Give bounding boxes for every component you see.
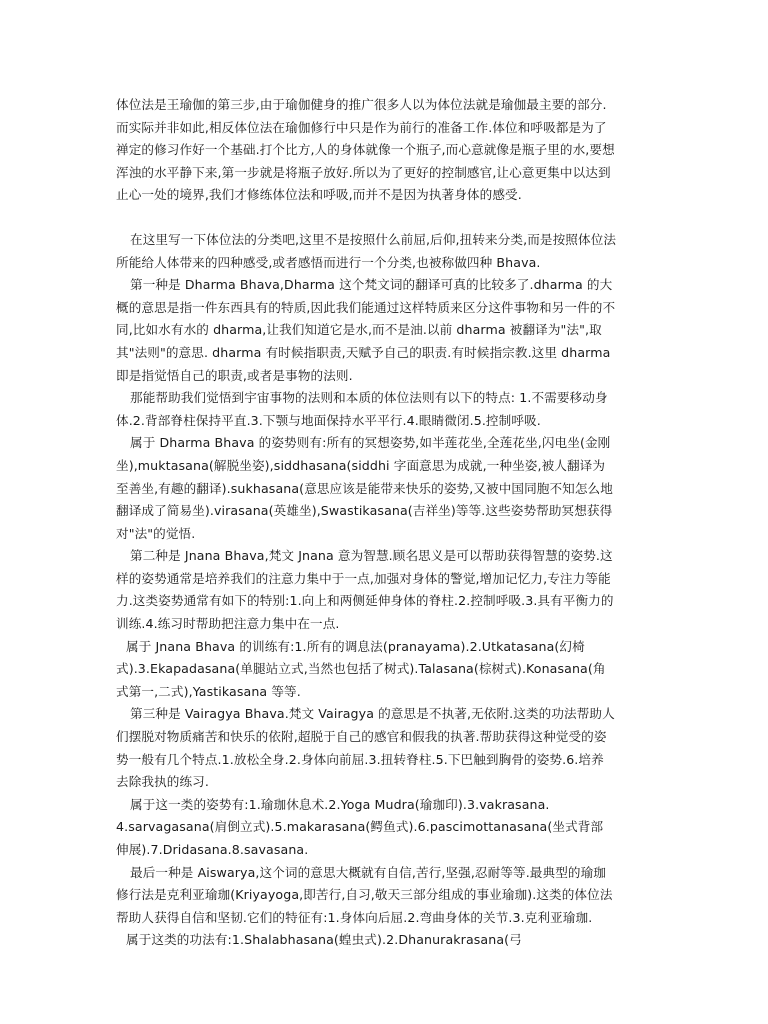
- text-line: 第一种是 Dharma Bhava,Dharma 这个梵文词的翻译可真的比较多了.dharma 的大: [130, 277, 613, 293]
- text-line: 去除我执的练习.: [116, 774, 209, 790]
- text-line: 体.2.背部脊柱保持平直.3.下颚与地面保持水平平行.4.眼睛微闭.5.控制呼吸.: [116, 412, 541, 428]
- text-line: 修行法是克利亚瑜珈(Kriyayoga,即苦行,自习,敬天三部分组成的事业瑜珈).这类的体位法: [116, 887, 613, 903]
- text-line: 所能给人体带来的四种感受,或者感悟而进行一个分类,也被称做四种 Bhava.: [116, 254, 541, 270]
- paragraph: [116, 929, 656, 952]
- text-line: 第三种是 Vairagya Bhava.梵文 Vairagya 的意思是不执著,无依附.这类的功法帮助人: [130, 706, 615, 722]
- text-line: 势一般有几个特点.1.放松全身.2.身体向前屈.3.扭转脊柱.5.下巴触到胸骨的姿势.6.培养: [116, 751, 604, 767]
- text-line: 止心一处的境界,我们才修练体位法和呼吸,而并不是因为执著身体的感受.: [116, 187, 522, 203]
- text-line: 浑浊的水平静下来,第一步就是将瓶子放好.所以为了更好的控制感官,让心意更集中以达到: [116, 164, 611, 180]
- paragraph: [116, 636, 656, 704]
- paragraph-gap: [116, 207, 656, 229]
- text-line: 对"法"的觉悟.: [116, 525, 196, 541]
- paragraph: [116, 387, 656, 432]
- text-line: 其"法则"的意思. dharma 有时候指职责,天赋予自己的职责.有时候指宗教.这里 dharma: [116, 344, 611, 360]
- text-line: 翻译成了简易坐).virasana(英雄坐),Swastikasana(吉祥坐)等等.这些姿势帮助冥想获得: [116, 503, 613, 519]
- text-line: 禅定的修习作好一个基础.打个比方,人的身体就像一个瓶子,而心意就像是瓶子里的水,要想: [116, 142, 615, 158]
- text-line: 训练.4.练习时帮助把注意力集中在一点.: [116, 616, 340, 632]
- paragraph: [116, 274, 656, 387]
- text-line: 即是指觉悟自己的职责,或者是事物的法则.: [116, 367, 353, 383]
- text-line: 而实际并非如此,相反体位法在瑜伽修行中只是作为前行的准备工作.体位和呼吸都是为了: [116, 119, 607, 135]
- text-line: 在这里写一下体位法的分类吧,这里不是按照什么前屈,后仰,扭转来分类,而是按照体位法: [130, 231, 617, 247]
- text-line: 坐),muktasana(解脱坐姿),siddhasana(siddhi 字面意思为成就,一种坐姿,被人翻译为: [116, 457, 606, 473]
- text-line: 属于这一类的姿势有:1.瑜珈休息术.2.Yoga Mudra(瑜珈印).3.vakrasana.: [130, 796, 550, 812]
- text-line: 那能帮助我们觉悟到宇宙事物的法则和本质的体位法则有以下的特点: 1.不需要移动身: [130, 390, 608, 406]
- paragraph: [116, 703, 656, 793]
- text-line: 式).3.Ekapadasana(单腿站立式,当然也包括了树式).Talasana(棕树式).Konasana(角: [116, 661, 606, 677]
- text-line: 第二种是 Jnana Bhava,梵文 Jnana 意为智慧.顾名思义是可以帮助获得智慧的姿势.这: [130, 548, 613, 564]
- paragraph: [116, 794, 656, 862]
- text-line: 4.sarvagasana(肩倒立式).5.makarasana(鳄鱼式).6.pascimottanasana(坐式背部: [116, 819, 604, 835]
- text-line: 们摆脱对物质痛苦和快乐的依附,超脱于自己的感官和假我的执著.帮助获得这种觉受的姿: [116, 729, 607, 745]
- text-line: 样的姿势通常是培养我们的注意力集中于一点,加强对身体的警觉,增加记忆力,专注力等能: [116, 570, 611, 586]
- text-line: 式第一,二式),Yastikasana 等等.: [116, 683, 301, 699]
- paragraph: [116, 862, 656, 930]
- text-line: 属于这类的功法有:1.Shalabhasana(蝗虫式).2.Dhanurakrasana(弓: [126, 932, 522, 948]
- text-line: 属于 Dharma Bhava 的姿势则有:所有的冥想姿势,如半莲花坐,全莲花坐,闪电坐(金刚: [130, 435, 611, 451]
- document-body: [116, 94, 656, 952]
- text-line: 至善坐,有趣的翻译).sukhasana(意思应该是能带来快乐的姿势,又被中国同胞不知怎么地: [116, 480, 613, 496]
- text-line: 伸展).7.Dridasana.8.savasana.: [116, 842, 309, 857]
- text-line: 概的意思是指一件东西具有的特质,因此我们能通过这样特质来区分这件事物和另一件的不: [116, 299, 616, 315]
- text-line: 帮助人获得自信和坚韧.它们的特征有:1.身体向后屈.2.弯曲身体的关节.3.克利亚瑜珈.: [116, 909, 593, 925]
- text-line: 最后一种是 Aiswarya,这个词的意思大概就有自信,苦行,坚强,忍耐等等.最典型的瑜珈: [130, 864, 606, 880]
- paragraph: [116, 229, 656, 274]
- text-line: 属于 Jnana Bhava 的训练有:1.所有的调息法(pranayama).2.Utkatasana(幻椅: [126, 638, 585, 654]
- text-line: 力.这类姿势通常有如下的特别:1.向上和两侧延伸身体的脊柱.2.控制呼吸.3.具有平衡力的: [116, 593, 614, 609]
- paragraph: [116, 94, 656, 207]
- text-line: 体位法是王瑜伽的第三步,由于瑜伽健身的推广很多人以为体位法就是瑜伽最主要的部分.: [116, 97, 607, 112]
- text-line: 同,比如水有水的 dharma,让我们知道它是水,而不是油.以前 dharma 被翻译为"法",取: [116, 322, 602, 338]
- paragraph: [116, 545, 656, 635]
- paragraph: [116, 432, 656, 545]
